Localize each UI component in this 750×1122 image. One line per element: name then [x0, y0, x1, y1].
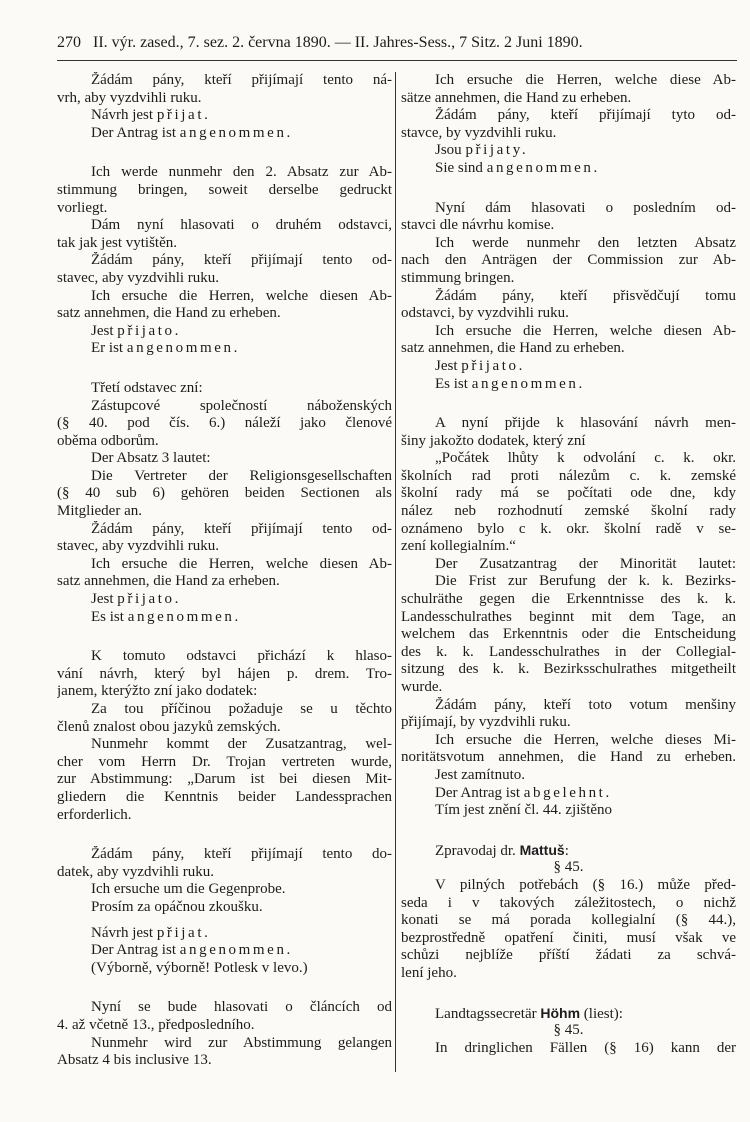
text-line — [401, 626, 736, 644]
text-line — [57, 807, 392, 825]
text-line — [57, 468, 392, 486]
text-line — [57, 701, 392, 719]
text-run: stavce, by vyzdvihli ruku. — [401, 124, 557, 141]
text-run: satz annehmen, die Hand zu erheben. — [401, 340, 625, 357]
spaced-text: abgelehnt. — [523, 784, 612, 801]
text-line — [57, 433, 392, 451]
text-line — [57, 1035, 392, 1053]
text-line — [401, 1022, 736, 1040]
text-line — [401, 142, 736, 160]
text-run: Nyní se bude hlasovati o článcích od — [91, 999, 392, 1016]
text-run: Der Antrag ist — [435, 784, 524, 801]
text-line — [57, 235, 392, 253]
text-run: Jest — [435, 357, 462, 374]
text-run: lení jeho. — [401, 964, 457, 981]
text-line — [57, 182, 392, 200]
text-run: Landesschulrathes beginnt mit dem Tage, an — [401, 608, 736, 625]
text-line — [57, 125, 392, 143]
text-line — [57, 521, 392, 539]
text-line — [57, 270, 392, 288]
text-run: Žádám pány, kteří přisvědčují tomu — [435, 287, 736, 304]
text-run: Die Frist zur Berufung der k. k. Bezirks- — [435, 573, 736, 590]
spaced-text: angenommen. — [126, 340, 241, 357]
text-line — [401, 947, 736, 965]
spaced-text: přijato. — [117, 591, 181, 608]
text-run: stimmung bringen, soweit derselbe gedruckt — [57, 181, 392, 198]
text-run: schulräthe gegen die Erkenntnisse des k. k. — [401, 591, 736, 608]
text-run: noritätsvotum annehmen, die Hand zu erheben. — [401, 749, 736, 766]
text-run: konati se má porada kollegialní (§ 44.), — [401, 912, 736, 929]
column-divider — [395, 72, 396, 1072]
text-line — [401, 1005, 736, 1023]
text-line — [401, 521, 736, 539]
text-run: nález neb rozhodnutí zemské školní rady — [401, 503, 736, 520]
text-run: datek, aby vyzdvihli ruku. — [57, 863, 215, 880]
text-run: Ich werde nunmehr den 2. Absatz zur Ab- — [91, 164, 392, 181]
text-run: Ich ersuche die Herren, welche diesen Ab- — [435, 322, 736, 339]
text-run: wurde. — [401, 679, 443, 695]
text-run: šiny jakožto dodatek, který zní — [401, 432, 586, 449]
text-line — [401, 802, 736, 820]
text-line — [401, 965, 736, 983]
text-run: Žádám pány, kteří toto votum menšiny — [435, 696, 736, 713]
text-line — [401, 785, 736, 803]
text-line — [401, 661, 736, 679]
text-run: Die Vertreter der Religionsgesellschaften — [91, 467, 392, 484]
text-line — [401, 235, 736, 253]
text-line — [401, 895, 736, 913]
text-line — [57, 609, 392, 627]
text-line — [57, 789, 392, 807]
text-line — [401, 714, 736, 732]
text-run: Sie sind — [435, 159, 487, 176]
text-line — [401, 288, 736, 306]
header-title: II. výr. zased., 7. sez. 2. června 1890. — II. Jahres-Sess., 7 Sitz. 2 Juni 1890. — [93, 34, 583, 51]
text-line — [401, 556, 736, 574]
text-line — [401, 930, 736, 948]
text-run: cher vom Herrn Dr. Trojan vertreten wurde, — [57, 753, 392, 770]
text-line — [401, 609, 736, 627]
text-run: školních rad proti nálezům c. k. zemské — [401, 467, 736, 484]
text-line — [401, 200, 736, 218]
text-run: des k. k. Landesschulrathes in der Collegial- — [401, 643, 736, 660]
text-line — [57, 90, 392, 108]
text-run: Absatz 4 bis inclusive 13. — [57, 1052, 212, 1069]
text-line — [401, 842, 736, 860]
text-run: vrh, aby vyzdvihli ruku. — [57, 89, 202, 106]
text-run: § 45. — [553, 1022, 584, 1039]
text-line — [57, 398, 392, 416]
page-number: 270 — [57, 34, 81, 51]
text-run: Návrh jest — [91, 924, 157, 941]
text-run: Der Zusatzantrag der Minorität lautet: — [435, 555, 736, 572]
text-run: Žádám pány, kteří přijímají tyto od- — [435, 107, 736, 124]
text-line — [401, 107, 736, 125]
text-line — [401, 538, 736, 556]
text-line — [57, 217, 392, 235]
text-line — [401, 573, 736, 591]
text-line — [401, 217, 736, 235]
text-line — [401, 877, 736, 895]
text-run: Žádám pány, kteří přijímají tento od- — [91, 252, 392, 269]
text-run: Jest zamítnuto. — [435, 766, 525, 783]
text-run: zení kollegialním.“ — [401, 538, 516, 555]
running-header — [57, 34, 737, 52]
text-line — [401, 912, 736, 930]
text-line — [57, 648, 392, 666]
text-run: (§ 40. pod čís. 6.) náleží jako členové — [57, 415, 392, 432]
text-run: Zástupcové společností náboženských — [91, 397, 392, 414]
text-run: Mitglieder an. — [57, 503, 142, 520]
text-run: 4. až včetně 13., předposledního. — [57, 1016, 255, 1033]
text-line — [401, 503, 736, 521]
text-line — [57, 925, 392, 943]
spaced-text: angenommen. — [179, 124, 293, 141]
text-line — [401, 450, 736, 468]
text-run: Jsou — [435, 142, 466, 159]
text-line — [401, 433, 736, 451]
text-line — [401, 697, 736, 715]
text-line — [401, 644, 736, 662]
text-run: stavec, aby vyzdvihli ruku. — [57, 538, 220, 555]
text-line — [57, 380, 392, 398]
text-run: Žádám pány, kteří přijímají tento ná- — [91, 72, 392, 88]
text-run: gliedern die Kenntnis beider Landessprachen — [57, 788, 392, 805]
text-run: sitzung des k. k. Bezirksschulrathes mitgetheilt — [401, 661, 736, 678]
text-line — [401, 305, 736, 323]
text-line — [401, 679, 736, 697]
text-line — [57, 864, 392, 882]
text-run: Der Absatz 3 lautet: — [91, 450, 211, 467]
text-run: Žádám pány, kteří přijímají tento do- — [91, 846, 392, 863]
text-run: stavci dle návrhu komise. — [401, 217, 555, 234]
text-run: Tím jest znění čl. 44. zjištěno — [435, 802, 613, 819]
text-run: Za tou příčinou požaduje se u těchto — [91, 701, 392, 717]
text-line — [57, 771, 392, 789]
text-run: Dám nyní hlasovati o druhém odstavci, — [91, 217, 392, 234]
text-line — [57, 736, 392, 754]
text-run: Nunmehr wird zur Abstimmung gelangen — [91, 1034, 392, 1051]
text-run: Třetí odstavec zní: — [91, 379, 203, 396]
text-line — [57, 942, 392, 960]
text-line — [401, 468, 736, 486]
text-run: tak jak jest vytištěn. — [57, 234, 177, 251]
text-line — [57, 340, 392, 358]
text-run: V pilných potřebách (§ 16.) může před- — [435, 876, 736, 893]
text-line — [401, 767, 736, 785]
text-run: školní rady má se počítati ode dne, kdy — [401, 485, 736, 502]
text-run: Er ist — [91, 340, 127, 357]
spaced-text: přijat. — [156, 924, 211, 941]
text-run: nach den Anträgen der Commission zur Ab- — [401, 252, 736, 269]
text-line — [57, 666, 392, 684]
text-line — [57, 305, 392, 323]
text-run: stimmung bringen. — [401, 269, 515, 286]
text-run: Ich werde nunmehr den letzten Absatz — [435, 234, 736, 251]
text-line — [401, 323, 736, 341]
text-run: Nyní dám hlasovati o posledním od- — [435, 199, 736, 216]
text-run: schůzi nejblíže příští žádati za schvá- — [401, 947, 736, 964]
text-run: Nunmehr kommt der Zusatzantrag, wel- — [91, 736, 392, 753]
text-line — [401, 252, 736, 270]
text-line — [401, 749, 736, 767]
text-run: členů znalost obou jazyků zemských. — [57, 718, 281, 735]
text-line — [57, 200, 392, 218]
spaced-text: angenommen. — [471, 375, 585, 392]
text-line — [401, 859, 736, 877]
text-line — [57, 1017, 392, 1035]
text-run: Žádám pány, kteří přijímají tento od- — [91, 520, 392, 537]
text-line — [401, 376, 736, 394]
text-run: welchem das Erkenntnis oder die Entscheidung — [401, 626, 736, 643]
text-line — [401, 340, 736, 358]
text-run: (liest): — [580, 1005, 623, 1022]
text-line — [401, 732, 736, 750]
text-run: erforderlich. — [57, 806, 132, 823]
text-run: Ich ersuche die Herren, welche diesen Ab- — [91, 287, 392, 304]
text-line — [57, 556, 392, 574]
text-line — [401, 160, 736, 178]
text-run: Es ist — [435, 375, 472, 392]
text-line — [57, 999, 392, 1017]
text-line — [401, 72, 736, 90]
text-line — [57, 846, 392, 864]
text-run: Der Antrag ist — [91, 942, 180, 959]
text-run: Prosím za opáčnou zkoušku. — [91, 898, 263, 915]
left-column — [57, 72, 392, 1070]
text-line — [57, 252, 392, 270]
text-run: Ich ersuche um die Gegenprobe. — [91, 881, 286, 898]
text-run: oznámeno bylo c k. okr. školní radě v se- — [401, 520, 736, 537]
text-line — [401, 125, 736, 143]
text-run: Jest — [91, 591, 118, 608]
text-run: satz annehmen, die Hand za erheben. — [57, 573, 280, 590]
text-run: Ich ersuche die Herren, welche diesen Ab- — [91, 555, 392, 572]
header-rule — [57, 60, 737, 61]
text-line — [57, 538, 392, 556]
spaced-text: přijato. — [117, 322, 181, 339]
text-run: vorliegt. — [57, 199, 108, 216]
text-run: zur Abstimmung: „Darum ist bei diesen Mit- — [57, 771, 392, 788]
text-line — [57, 899, 392, 917]
text-line — [401, 358, 736, 376]
text-run: oběma odborům. — [57, 432, 159, 449]
text-run: § 45. — [553, 859, 584, 876]
text-line — [57, 503, 392, 521]
text-line — [57, 1052, 392, 1070]
text-run: seda i v takových záležitostech, o nichž — [401, 894, 736, 911]
text-line — [401, 415, 736, 433]
text-run: „Počátek lhůty k odvolání c. k. okr. — [435, 450, 736, 467]
text-line — [57, 485, 392, 503]
text-line — [401, 270, 736, 288]
text-run: satz annehmen, die Hand zu erheben. — [57, 305, 281, 322]
spaced-text: angenommen. — [127, 608, 241, 625]
speaker-name: Mattuš — [519, 841, 565, 858]
text-run: janem, kterýžto zní jako dodatek: — [57, 683, 258, 700]
text-run: A nyní přijde k hlasování návrh men- — [435, 415, 736, 432]
text-line — [57, 107, 392, 125]
text-run: bezprostředně opatření činiti, musí však ve — [401, 929, 736, 946]
text-line — [57, 719, 392, 737]
text-run: sätze annehmen, die Hand zu erheben. — [401, 89, 632, 106]
text-run: stavec, aby vyzdvihli ruku. — [57, 269, 220, 286]
spaced-text: angenommen. — [486, 159, 600, 176]
text-run: vání návrh, který byl hájen p. drem. Tro- — [57, 665, 392, 682]
text-run: Návrh jest — [91, 107, 157, 124]
text-line — [401, 591, 736, 609]
right-column — [401, 72, 736, 1057]
text-line — [57, 72, 392, 90]
text-line — [57, 288, 392, 306]
text-line — [401, 1040, 736, 1058]
spaced-text: angenommen. — [179, 942, 293, 959]
text-run: přijímají, by vyzdvihli ruku. — [401, 714, 571, 731]
text-run: (§ 40 sub 6) gehören beiden Sectionen als — [57, 485, 392, 502]
spaced-text: přijaty. — [465, 142, 529, 159]
text-run: Ich ersuche die Herren, welche diese Ab- — [435, 72, 736, 88]
spaced-text: přijat. — [156, 107, 211, 124]
text-run: Ich ersuche die Herren, welche dieses Mi- — [435, 731, 736, 748]
speaker-name: Höhm — [540, 1004, 581, 1021]
spaced-text: přijato. — [461, 357, 525, 374]
text-run: K tomuto odstavci přichází k hlaso- — [91, 648, 392, 665]
text-line — [401, 485, 736, 503]
text-line — [57, 415, 392, 433]
text-run: (Výborně, výborně! Potlesk v levo.) — [91, 959, 308, 976]
text-line — [57, 754, 392, 772]
text-run: Jest — [91, 322, 118, 339]
text-line — [57, 573, 392, 591]
text-run: : — [564, 842, 569, 859]
text-line — [57, 323, 392, 341]
text-run: Landtagssecretär — [435, 1005, 541, 1022]
text-run: Es ist — [91, 608, 128, 625]
text-run: In dringlichen Fällen (§ 16) kann der — [435, 1039, 736, 1056]
text-run: odstavci, by vyzdvihli ruku. — [401, 305, 569, 322]
text-line — [57, 683, 392, 701]
text-run: Zpravodaj dr. — [435, 842, 520, 859]
text-run: Der Antrag ist — [91, 124, 180, 141]
text-line — [57, 591, 392, 609]
text-line — [57, 881, 392, 899]
text-line — [57, 960, 392, 978]
text-line — [57, 450, 392, 468]
text-line — [57, 164, 392, 182]
text-line — [401, 90, 736, 108]
